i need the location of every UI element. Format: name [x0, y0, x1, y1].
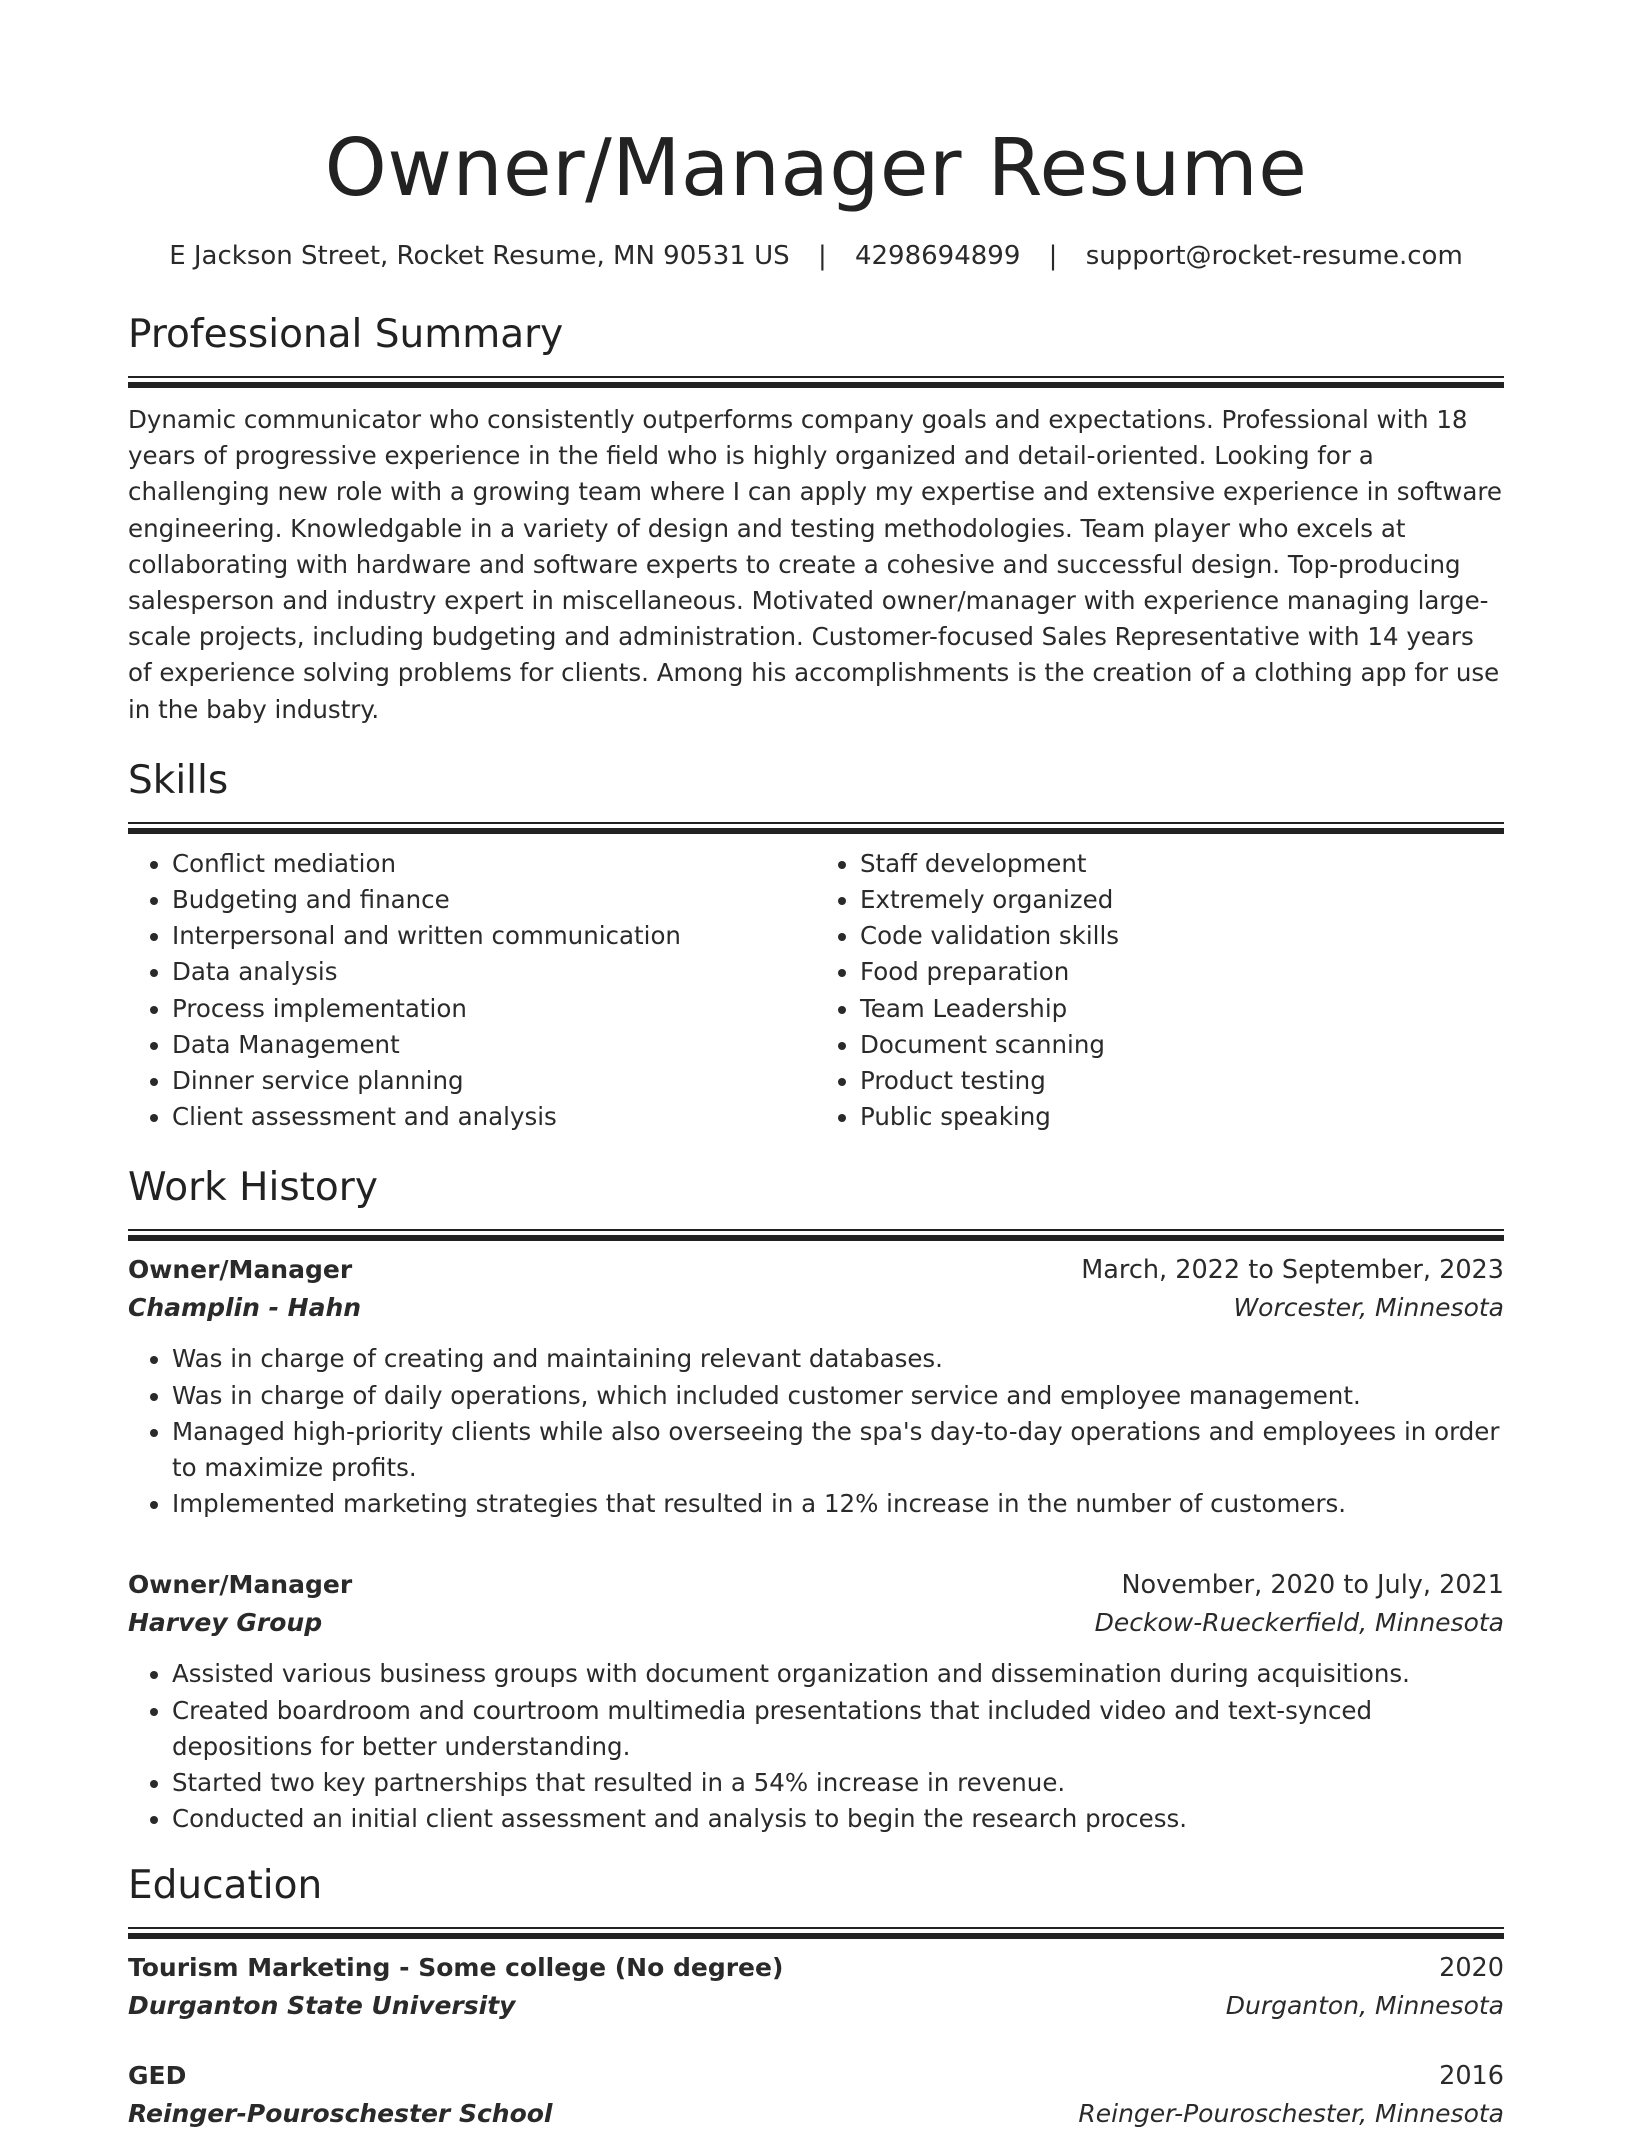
- education-school: Reinger-Pouroschester School: [128, 2099, 553, 2129]
- summary-text: Dynamic communicator who consistently outperforms company goals and expectations. Professional with 18 years of progressive experience in the field who is highly organized and detail-oriented. Looking for a challenging new role with a growing team where I can apply my expertise and extensive experience in software engineering. Knowledgable in a variety of design and testing methodologies. Team player who excels at collaborating with hardware and software experts to create a cohesive and successful design. Top-producing salesperson and industry expert in miscellaneous. Motivated owner/manager with experience managing large-scale projects, including budgeting and administration. Customer-focused Sales Representative with 14 years of experience solving problems for clients. Among his accomplishments is the creation of a clothing app for use in the baby industry.: [128, 405, 1502, 724]
- education-location: Durganton, Minnesota: [1225, 1991, 1504, 2021]
- job-bullet: • Implemented marketing strategies that resulted in a 12% increase in the number of customers.: [172, 1486, 1504, 1522]
- job-company-row: [128, 1604, 1504, 1642]
- summary-heading: Professional Summary: [128, 312, 564, 357]
- skills-left-column: [128, 846, 816, 1136]
- education-location: Reinger-Pouroschester, Minnesota: [1078, 2099, 1504, 2129]
- job-company: Harvey Group: [128, 1608, 323, 1638]
- skill-item: • Interpersonal and written communication: [172, 918, 816, 954]
- skill-item: • Product testing: [860, 1063, 1504, 1099]
- contact-email: support@rocket-resume.com: [1085, 241, 1463, 271]
- skill-item: • Staff development: [860, 846, 1504, 882]
- skills-right-column: [816, 846, 1504, 1136]
- section-divider: [128, 1927, 1504, 1929]
- education-header-row: [128, 2057, 1504, 2095]
- contact-line: [128, 238, 1504, 274]
- contact-separator: |: [817, 241, 827, 271]
- contact-phone: 4298694899: [854, 241, 1021, 271]
- contact-address: E Jackson Street, Rocket Resume, MN 90531 US: [169, 241, 790, 271]
- job-company: Champlin - Hahn: [128, 1293, 362, 1323]
- education-school-row: [128, 2095, 1504, 2133]
- job-bullet: • Created boardroom and courtroom multimedia presentations that included video and text-synced depositions for better understanding.: [172, 1693, 1504, 1765]
- job-bullets: [128, 1656, 1504, 1837]
- skill-item: • Data analysis: [172, 954, 816, 990]
- section-divider: [128, 1229, 1504, 1231]
- summary-section: [128, 310, 1504, 728]
- job-bullet: • Started two key partnerships that resulted in a 54% increase in revenue.: [172, 1765, 1504, 1801]
- skills-heading: Skills: [128, 757, 229, 803]
- skill-item: • Team Leadership: [860, 991, 1504, 1027]
- job-header-row: [128, 1566, 1504, 1604]
- job-dates: November, 2020 to July, 2021: [1121, 1570, 1504, 1601]
- education-degree: Tourism Marketing - Some college (No degree): [128, 1953, 784, 1983]
- education-year: 2016: [1439, 2061, 1504, 2092]
- education-school: Durganton State University: [128, 1991, 516, 2021]
- job-dates: March, 2022 to September, 2023: [1081, 1255, 1504, 1286]
- section-divider: [128, 822, 1504, 824]
- education-section: [128, 1861, 1504, 2133]
- resume-title: Owner/Manager Resume: [324, 122, 1308, 214]
- skill-item: • Client assessment and analysis: [172, 1099, 816, 1135]
- skill-item: • Public speaking: [860, 1099, 1504, 1135]
- education-header-row: [128, 1949, 1504, 1987]
- skill-item: • Conflict mediation: [172, 846, 816, 882]
- job-entry: [128, 1251, 1504, 1522]
- skill-item: • Document scanning: [860, 1027, 1504, 1063]
- contact-separator: |: [1048, 241, 1058, 271]
- skill-item: • Dinner service planning: [172, 1063, 816, 1099]
- job-header-row: [128, 1251, 1504, 1289]
- job-bullet: • Managed high-priority clients while also overseeing the spa's day-to-day operations and employees in order to maximize profits.: [172, 1414, 1504, 1486]
- job-bullet: • Was in charge of creating and maintaining relevant databases.: [172, 1341, 1504, 1377]
- education-school-row: [128, 1987, 1504, 2025]
- job-company-row: [128, 1289, 1504, 1327]
- job-bullet: • Conducted an initial client assessment and analysis to begin the research process.: [172, 1801, 1504, 1837]
- skill-item: • Code validation skills: [860, 918, 1504, 954]
- job-location: Deckow-Rueckerfield, Minnesota: [1094, 1608, 1504, 1638]
- skill-item: • Process implementation: [172, 991, 816, 1027]
- job-title: Owner/Manager: [128, 1255, 353, 1285]
- skills-columns: [128, 846, 1504, 1136]
- job-bullet: • Assisted various business groups with document organization and dissemination during acquisitions.: [172, 1656, 1504, 1692]
- job-bullets: [128, 1341, 1504, 1522]
- skill-item: • Food preparation: [860, 954, 1504, 990]
- education-degree: GED: [128, 2061, 187, 2091]
- education-entry: [128, 1949, 1504, 2025]
- education-heading: Education: [128, 1863, 323, 1909]
- skills-section: [128, 756, 1504, 1136]
- skill-item: • Extremely organized: [860, 882, 1504, 918]
- skill-item: • Data Management: [172, 1027, 816, 1063]
- section-divider: [128, 376, 1504, 378]
- skill-item: • Budgeting and finance: [172, 882, 816, 918]
- job-bullet: • Was in charge of daily operations, which included customer service and employee management.: [172, 1378, 1504, 1414]
- work-history-heading: Work History: [128, 1165, 378, 1211]
- education-entry: [128, 2057, 1504, 2133]
- job-location: Worcester, Minnesota: [1233, 1293, 1504, 1323]
- education-year: 2020: [1439, 1953, 1504, 1984]
- job-title: Owner/Manager: [128, 1570, 353, 1600]
- work-history-section: [128, 1163, 1504, 1837]
- job-entry: [128, 1566, 1504, 1837]
